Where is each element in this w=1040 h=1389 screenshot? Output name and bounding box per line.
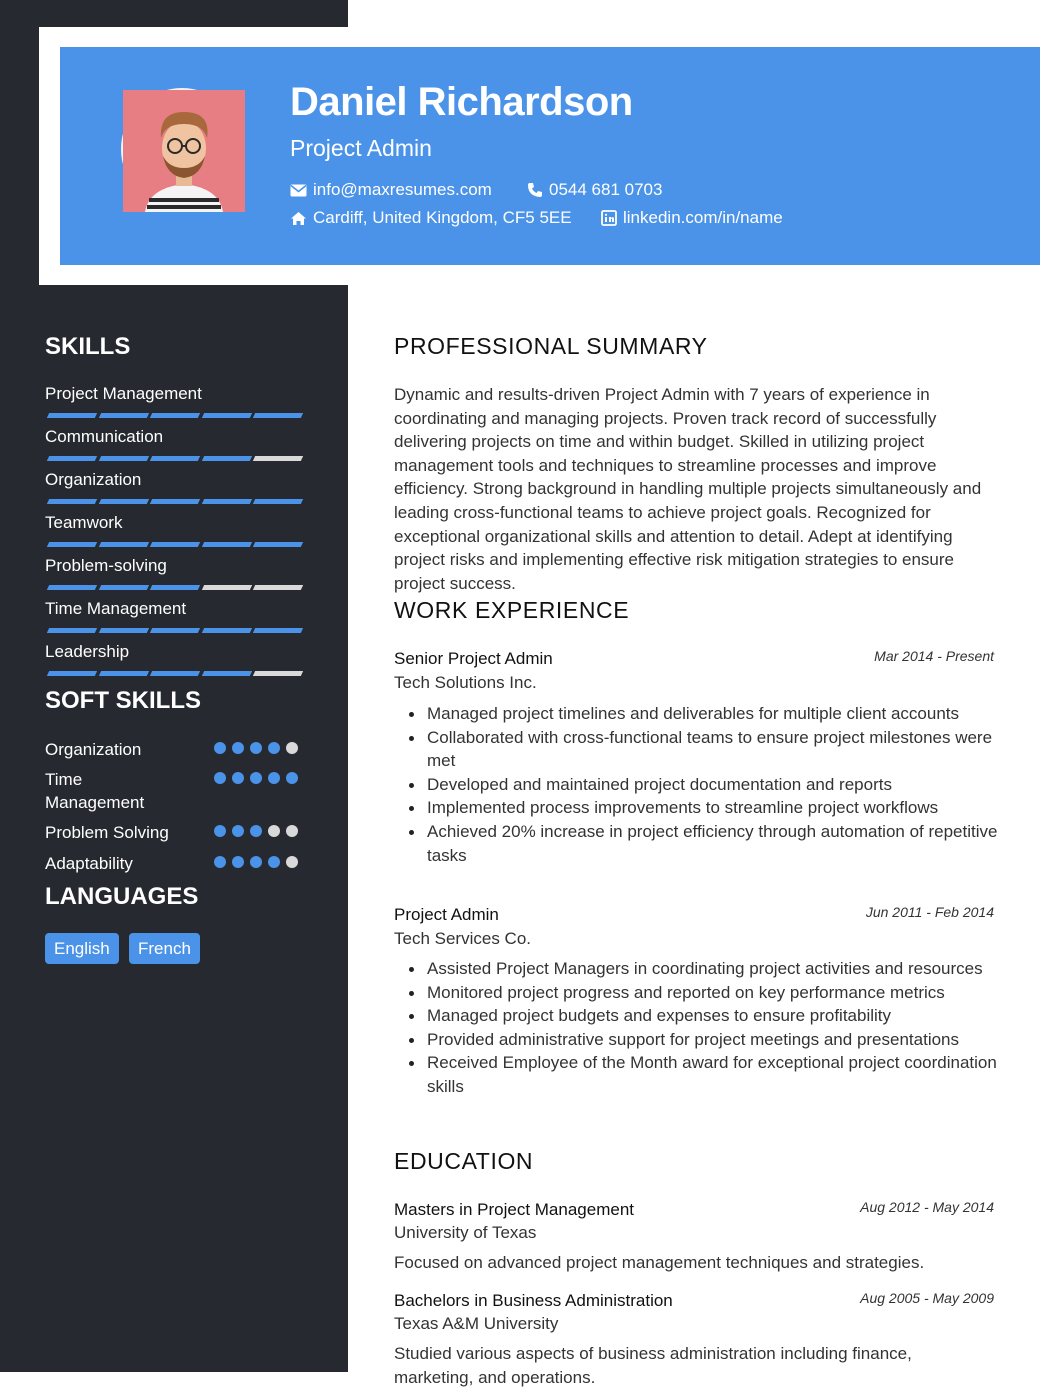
job-bullet: Assisted Project Managers in coordinating project activities and resources: [427, 957, 1002, 981]
skill-level-bar: [45, 585, 303, 590]
rating-dot: [214, 742, 226, 754]
contact-phone[interactable]: [527, 180, 662, 200]
skill-bar-segment: [98, 542, 148, 547]
rating-dot: [286, 825, 298, 837]
skill-bar-segment: [201, 628, 251, 633]
skill-label: Communication: [45, 427, 164, 446]
email-text: info@maxresumes.com: [313, 180, 492, 199]
degree-title: Bachelors in Business Administration: [394, 1291, 673, 1310]
education-description: Focused on advanced project management techniques and strategies.: [394, 1253, 925, 1272]
job-bullet: Received Employee of the Month award for exceptional project coordination skills: [427, 1051, 1002, 1098]
skill-label: Teamwork: [45, 513, 123, 532]
rating-dot: [286, 772, 298, 784]
skill-bar-segment: [150, 456, 200, 461]
rating-dot: [250, 856, 262, 868]
skill-label: Leadership: [45, 642, 130, 661]
education-dates: Aug 2005 - May 2009: [860, 1290, 994, 1306]
rating-dot: [268, 825, 280, 837]
soft-skill-label: Organization: [45, 740, 142, 759]
skill-label: Problem-solving: [45, 556, 167, 575]
job-bullet: Managed project timelines and deliverables for multiple client accounts: [427, 702, 1002, 726]
skill-bar-segment: [150, 671, 200, 676]
skill-bar-segment: [253, 413, 303, 418]
language-badge: English: [45, 933, 119, 964]
candidate-name: Daniel Richardson: [290, 80, 633, 124]
skill-bar-segment: [201, 585, 251, 590]
education-heading: EDUCATION: [394, 1148, 534, 1174]
job-bullets: [427, 957, 1002, 1099]
rating-dot: [286, 742, 298, 754]
skill-bar-segment: [98, 628, 148, 633]
address-text: Cardiff, United Kingdom, CF5 5EE: [313, 208, 572, 227]
job-title: Senior Project Admin: [394, 649, 553, 668]
job-bullet: Collaborated with cross-functional teams to ensure project milestones were met: [427, 726, 1002, 773]
soft-skill-rating: [214, 772, 304, 784]
job-bullet: Managed project budgets and expenses to ensure profitability: [427, 1004, 1002, 1028]
skill-bar-segment: [98, 456, 148, 461]
avatar-illustration: [123, 90, 245, 212]
skill-level-bar: [45, 628, 303, 633]
skill-bar-segment: [98, 499, 148, 504]
skills-heading: SKILLS: [45, 333, 131, 360]
skill-bar-segment: [98, 413, 148, 418]
rating-dot: [250, 772, 262, 784]
rating-dot: [232, 856, 244, 868]
phone-text: 0544 681 0703: [549, 180, 663, 199]
soft-skill-label: Time Management: [45, 770, 145, 812]
envelope-icon: [290, 184, 307, 197]
skill-bar-segment: [150, 413, 200, 418]
job-bullet: Implemented process improvements to streamline project workflows: [427, 796, 1002, 820]
skill-bar-segment: [98, 671, 148, 676]
skill-label: Project Management: [45, 384, 202, 403]
soft-skills-heading: SOFT SKILLS: [45, 687, 201, 714]
rating-dot: [286, 856, 298, 868]
skill-bar-segment: [253, 456, 303, 461]
rating-dot: [232, 772, 244, 784]
skill-bar-segment: [47, 413, 97, 418]
job-bullet: Developed and maintained project documentation and reports: [427, 773, 1002, 797]
soft-skill-rating: [214, 742, 304, 754]
skill-level-bar: [45, 456, 303, 461]
soft-skill-label: Adaptability: [45, 854, 133, 873]
education-dates: Aug 2012 - May 2014: [860, 1199, 994, 1215]
skill-bar-segment: [150, 542, 200, 547]
skill-bar-segment: [47, 585, 97, 590]
skill-bar-segment: [201, 671, 251, 676]
skill-level-bar: [45, 499, 303, 504]
skill-level-bar: [45, 413, 303, 418]
skill-bar-segment: [201, 413, 251, 418]
skill-bar-segment: [201, 499, 251, 504]
experience-heading: WORK EXPERIENCE: [394, 597, 630, 623]
rating-dot: [268, 772, 280, 784]
summary-heading: PROFESSIONAL SUMMARY: [394, 333, 708, 359]
skill-bar-segment: [201, 456, 251, 461]
skill-bar-segment: [253, 542, 303, 547]
skill-bar-segment: [47, 671, 97, 676]
skill-bar-segment: [47, 628, 97, 633]
job-dates: Mar 2014 - Present: [874, 648, 994, 664]
skill-level-bar: [45, 671, 303, 676]
skill-level-bar: [45, 542, 303, 547]
skill-label: Time Management: [45, 599, 187, 618]
skill-bar-segment: [201, 542, 251, 547]
soft-skill-rating: [214, 825, 304, 837]
rating-dot: [232, 742, 244, 754]
skill-label: Organization: [45, 470, 142, 489]
rating-dot: [250, 742, 262, 754]
degree-title: Masters in Project Management: [394, 1200, 634, 1219]
job-company: Tech Solutions Inc.: [394, 673, 537, 692]
skill-bar-segment: [253, 585, 303, 590]
soft-skill-rating: [214, 856, 304, 868]
skill-bar-segment: [98, 585, 148, 590]
skill-bar-segment: [253, 499, 303, 504]
soft-skill-label: Problem Solving: [45, 823, 169, 842]
candidate-role: Project Admin: [290, 135, 432, 161]
summary-text: Dynamic and results-driven Project Admin with 7 years of experience in coordinating and managing projects. Proven track record of successfully delivering projects on time and within budget. Skilled in utilizing project management tools and techniques to streamline processes and improve efficiency. Strong background in handling multiple projects simultaneously and leading cross-functional teams to achieve project goals. Recognized for exceptional organizational skills and attention to detail. Adept at identifying project risks and implementing effective risk mitigation strategies to ensure project success.: [394, 385, 982, 593]
contact-email[interactable]: [290, 180, 492, 200]
skill-bar-segment: [47, 456, 97, 461]
job-bullet: Monitored project progress and reported on key performance metrics: [427, 981, 1002, 1005]
job-bullet: Provided administrative support for project meetings and presentations: [427, 1028, 1002, 1052]
linkedin-icon: [601, 210, 617, 226]
rating-dot: [214, 856, 226, 868]
skill-bar-segment: [47, 499, 97, 504]
rating-dot: [268, 856, 280, 868]
job-company: Tech Services Co.: [394, 929, 531, 948]
contact-address: [290, 208, 572, 228]
languages-heading: LANGUAGES: [45, 883, 199, 910]
skill-bar-segment: [150, 585, 200, 590]
school-name: University of Texas: [394, 1223, 537, 1242]
job-dates: Jun 2011 - Feb 2014: [865, 904, 994, 920]
linkedin-text: linkedin.com/in/name: [623, 208, 783, 227]
phone-icon: [527, 182, 543, 198]
skill-bar-segment: [253, 671, 303, 676]
skill-bar-segment: [150, 499, 200, 504]
job-bullets: [427, 702, 1002, 867]
rating-dot: [232, 825, 244, 837]
school-name: Texas A&M University: [394, 1314, 559, 1333]
job-title: Project Admin: [394, 905, 499, 924]
skill-bar-segment: [47, 542, 97, 547]
education-description: Studied various aspects of business administration including finance, marketing, and operations.: [394, 1344, 912, 1387]
rating-dot: [250, 825, 262, 837]
language-badge: French: [129, 933, 200, 964]
contact-linkedin[interactable]: [601, 208, 783, 228]
job-bullet: Achieved 20% increase in project efficiency through automation of repetitive tasks: [427, 820, 1002, 867]
rating-dot: [214, 825, 226, 837]
avatar: [121, 88, 243, 210]
home-icon: [290, 211, 307, 226]
rating-dot: [214, 772, 226, 784]
skill-bar-segment: [150, 628, 200, 633]
rating-dot: [268, 742, 280, 754]
skill-bar-segment: [253, 628, 303, 633]
